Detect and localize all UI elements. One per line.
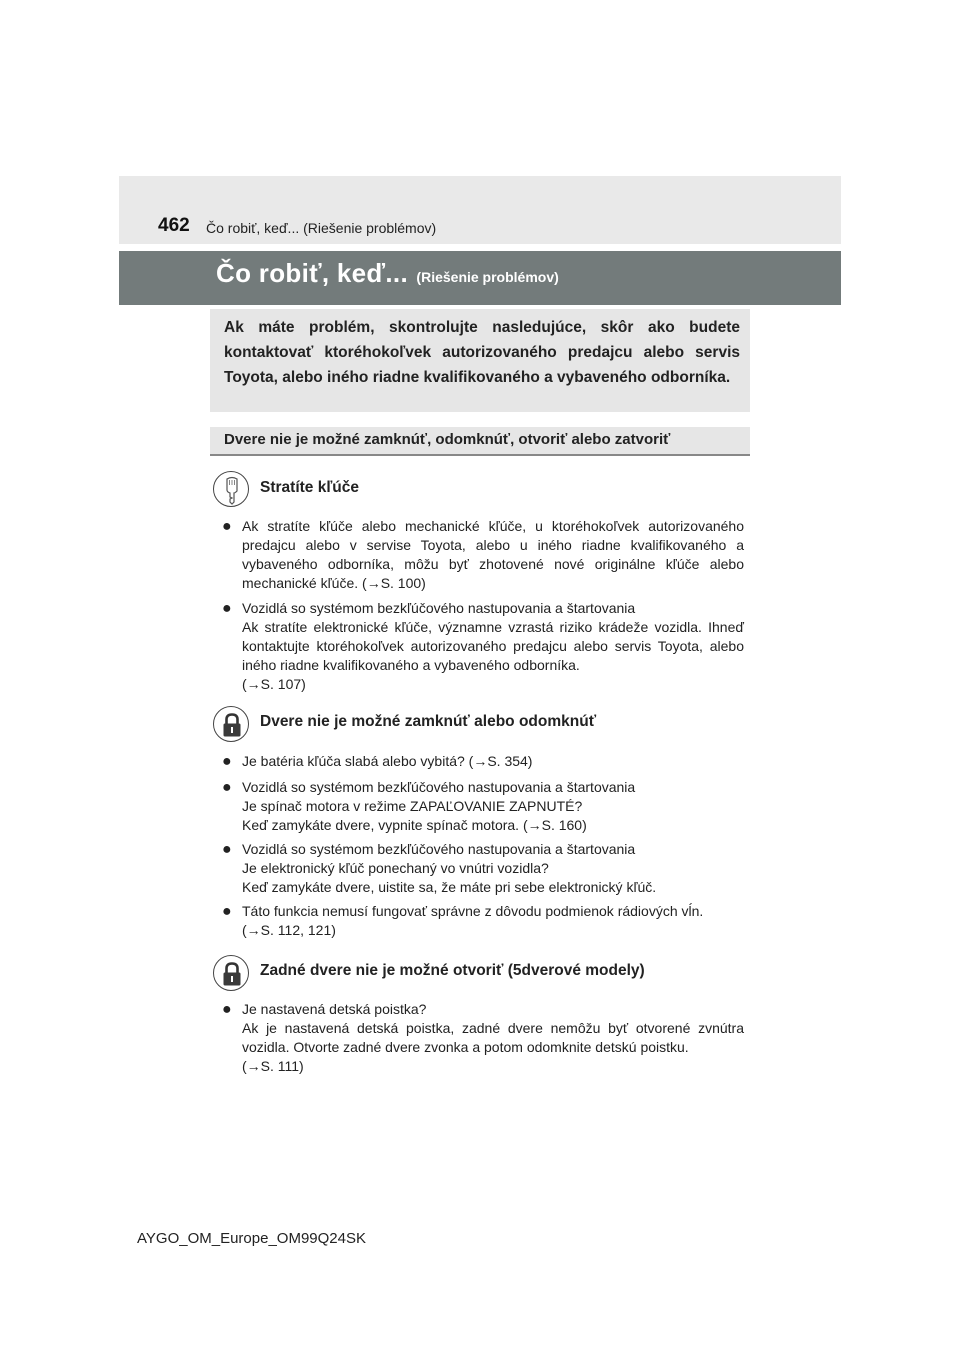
intro-box bbox=[210, 309, 750, 412]
bullet-text: Ak je nastavená detská poistka, zadné dvere nemôžu byť otvorené zvnútra vozidla. Otvorte zadné dvere zvonka a potom odomknite detskú poistku. bbox=[242, 1020, 744, 1055]
bullet-icon: ● bbox=[222, 903, 232, 920]
footer-doc-id: AYGO_OM_Europe_OM99Q24SK bbox=[137, 1230, 366, 1247]
page-title-sub: (Riešenie problémov) bbox=[416, 269, 559, 285]
bullet-text: (→S. 111) bbox=[242, 1058, 304, 1074]
bullet-text: Vozidlá so systémom bezkľúčového nastupovania a štartovania bbox=[242, 779, 636, 795]
bullet-icon: ● bbox=[222, 1001, 232, 1018]
bullet-text: Ak stratíte elektronické kľúče, významne vzrastá riziko krádeže vozidla. Ihneď kontaktujte ktoréhokoľvek autorizovaného predajcu alebo servis Toyota, alebo iného riadne kvalifikovaného a vybaveného odborníka. bbox=[242, 619, 744, 673]
bullet-text: (→S. 107) bbox=[242, 676, 306, 692]
bullet-icon: ● bbox=[222, 779, 232, 796]
list-item bbox=[222, 840, 744, 897]
subheading-rear-doors: Zadné dvere nie je možné otvoriť (5dverové modely) bbox=[260, 962, 645, 979]
list-item bbox=[222, 752, 744, 771]
bullet-text: Keď zamykáte dvere, vypnite spínač motora. (→S. 160) bbox=[242, 817, 587, 833]
bullet-icon: ● bbox=[222, 518, 232, 535]
bullet-text: Táto funkcia nemusí fungovať správne z dôvodu podmienok rádiových vĺn. bbox=[242, 903, 704, 919]
page-number: 462 bbox=[158, 215, 190, 236]
subheading-lost-keys: Stratíte kľúče bbox=[260, 479, 360, 496]
bullet-text: Je batéria kľúča slabá alebo vybitá? (→S. 354) bbox=[242, 753, 533, 769]
bullet-text: Vozidlá so systémom bezkľúčového nastupovania a štartovania bbox=[242, 841, 636, 857]
padlock-icon bbox=[213, 706, 249, 742]
bullet-text: Vozidlá so systémom bezkľúčového nastupovania a štartovania bbox=[242, 600, 636, 616]
list-item bbox=[222, 778, 744, 835]
key-icon bbox=[213, 471, 249, 507]
bullet-text: Keď zamykáte dvere, uistite sa, že máte pri sebe elektronický kľúč. bbox=[242, 879, 657, 895]
intro-text: Ak máte problém, skontrolujte nasledujúce, skôr ako budete kontaktovať ktoréhokoľvek autorizovaného predajcu alebo servis Toyota, alebo iného riadne kvalifikovaného a vybaveného odborníka. bbox=[224, 319, 740, 386]
running-title: Čo robiť, keď... (Riešenie problémov) bbox=[206, 220, 437, 236]
bullet-text: Je spínač motora v režime ZAPAĽOVANIE ZAPNUTÉ? bbox=[242, 798, 583, 814]
list-item bbox=[222, 1000, 744, 1076]
list-item bbox=[222, 902, 744, 940]
bullet-icon: ● bbox=[222, 841, 232, 858]
bullet-text: (→S. 112, 121) bbox=[242, 922, 336, 938]
bullet-text: Ak stratíte kľúče alebo mechanické kľúče, u ktoréhokoľvek autorizovaného predajcu alebo v servise Toyota, alebo u iného riadne kvalifikovaného a vybaveného odborníka, môžu byť zhotovené nové originálne kľúče alebo mechanické kľúče. (→S. 100) bbox=[242, 518, 744, 591]
bullet-text: Je nastavená detská poistka? bbox=[242, 1001, 427, 1017]
bullet-icon: ● bbox=[222, 600, 232, 617]
list-item bbox=[222, 599, 744, 694]
list-item bbox=[222, 517, 744, 593]
padlock-icon bbox=[213, 955, 249, 991]
page-title-main: Čo robiť, keď... bbox=[216, 258, 408, 288]
section-heading: Dvere nie je možné zamknúť, odomknúť, otvoriť alebo zatvoriť bbox=[210, 427, 750, 456]
bullet-icon: ● bbox=[222, 753, 232, 770]
page-title bbox=[216, 258, 559, 289]
subheading-lock-unlock: Dvere nie je možné zamknúť alebo odomknúť bbox=[260, 713, 597, 730]
bullet-text: Je elektronický kľúč ponechaný vo vnútri vozidla? bbox=[242, 860, 549, 876]
